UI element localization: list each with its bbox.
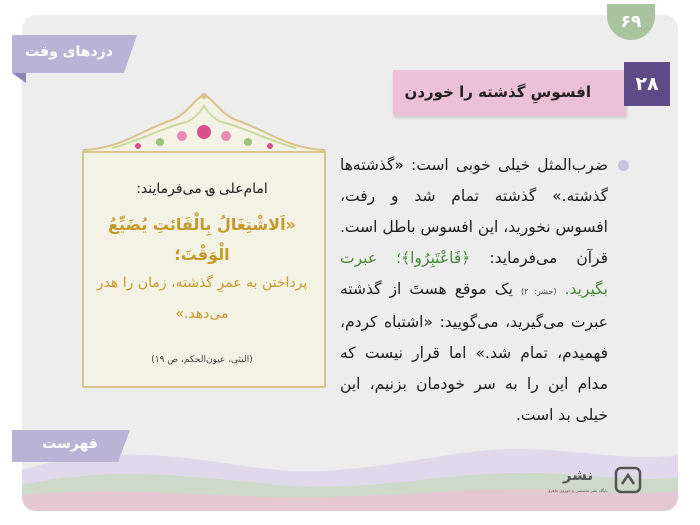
quote-intro: امام‌علی ؈ می‌فرمایند: [136, 181, 268, 197]
quote-source: (الیثی، عیون‌الحکم، ص ۱۹) [151, 355, 253, 365]
quote-persian: پرداختن به عمرِ گذشته، زمان را هدر می‌دهد.» [96, 275, 308, 322]
bullet-dot [618, 160, 629, 171]
quran-reference: (حشر: ۲) [521, 287, 557, 296]
publisher-logo-icon [614, 466, 642, 494]
body-text-part2: یک موقع هستَ از گذشته عبرت می‌گیرید، می‌گویید: «اشتباه کردم، فهمیدم، تمام شد.» اما قرار نیست که مدام این را به سر خودمان بزنیم، این خیلی بد است. [340, 280, 608, 424]
lesson-title: افسوسِ گذشته را خوردن [404, 83, 591, 101]
publisher-name: نشر [562, 466, 594, 484]
publisher-tagline: پایگاه نشر تخصصی و حوزوی ماهرو [548, 488, 608, 493]
floral-ornament [82, 90, 326, 160]
body-paragraph [340, 150, 608, 431]
page-number-badge: ۶۹ [607, 4, 655, 40]
book-title: دزدهای وقت [25, 44, 113, 60]
quran-verse: ﴿فَاعْتَبِرُوا﴾ [401, 249, 471, 267]
index-button-label[interactable]: فهرست [42, 436, 98, 452]
lesson-number-badge: ۲۸ [624, 62, 670, 106]
quran-translation: ؛ عبرت بگیرید. [340, 249, 608, 298]
lesson-header [393, 70, 626, 116]
quote-arabic: «اَلاشْتِغَالُ بِالْفَائتِ یُضَیِّعُ الْوَقْتَ؛ [108, 215, 296, 264]
body-text-part1: ضرب‌المثل خیلی خوبی است: «گذشته‌ها گذشته.» گذشته تمام شد و رفت، افسوس نخورید، این افسوس باطل است. قرآن می‌فرماید: [340, 156, 608, 267]
